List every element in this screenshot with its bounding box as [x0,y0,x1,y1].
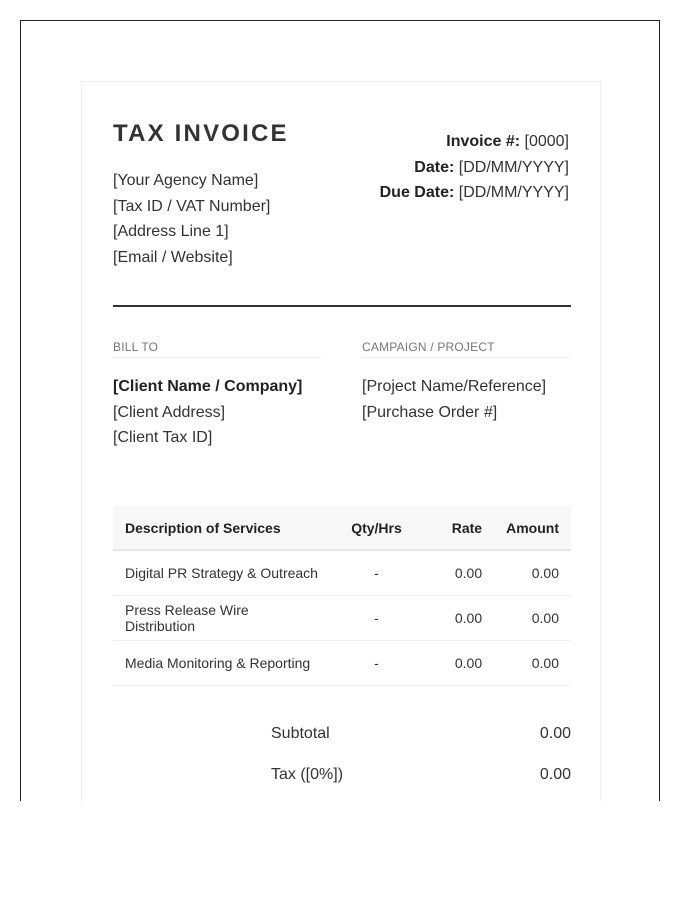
row-description: Digital PR Strategy & Outreach [113,550,331,596]
table-header-row [113,506,571,550]
header-divider [113,305,571,307]
row-rate: 0.00 [422,550,494,596]
row-qty: - [331,641,422,686]
tax-label: Tax ([0%]) [271,766,344,783]
table-row [113,641,571,686]
project-reference: [Project Name/Reference] [362,378,547,395]
invoice-document [81,81,601,801]
client-name: [Client Name / Company] [113,378,303,395]
header-qty: Qty/Hrs [331,506,422,550]
subtotal-value: 0.00 [539,725,571,742]
due-date-row [380,180,569,206]
row-amount: 0.00 [494,596,571,641]
bill-to-label: BILL TO [113,340,321,358]
bill-to-block [113,374,302,451]
tax-value: 0.00 [539,766,571,783]
purchase-order: [Purchase Order #] [362,403,498,421]
row-rate: 0.00 [422,641,494,686]
invoice-meta [380,129,569,206]
table-row [113,550,571,596]
invoice-date-row [380,155,569,181]
header-description: Description of Services [113,506,331,550]
header-rate: Rate [422,506,494,550]
client-address: [Client Address] [113,403,226,421]
agency-name: [Your Agency Name] [113,172,259,189]
row-qty: - [331,550,422,596]
campaign-label: CAMPAIGN / PROJECT [362,340,571,358]
tax-row [271,766,571,784]
subtotal-row [271,725,571,743]
agency-address: [Address Line 1] [113,223,229,240]
invoice-date-value: [DD/MM/YYYY] [458,158,569,176]
agency-details [113,168,270,270]
invoice-title: TAX INVOICE [113,120,289,147]
table-row [113,596,571,641]
row-amount: 0.00 [494,550,571,596]
due-date-value: [DD/MM/YYYY] [458,184,569,201]
subtotal-label: Subtotal [271,725,330,742]
agency-tax-id: [Tax ID / VAT Number] [113,197,271,215]
agency-contact: [Email / Website] [113,248,233,266]
campaign-block [362,374,546,425]
client-tax-id: [Client Tax ID] [113,429,213,446]
invoice-date-label: Date: [414,158,455,176]
row-description: Press Release Wire Distribution [113,596,331,641]
invoice-number-row [380,129,569,155]
row-rate: 0.00 [422,596,494,641]
row-qty: - [331,596,422,641]
invoice-number-label: Invoice #: [446,133,521,150]
header-amount: Amount [494,506,571,550]
services-table [113,506,571,686]
row-description: Media Monitoring & Reporting [113,641,331,686]
invoice-number-value: [0000] [524,133,569,150]
row-amount: 0.00 [494,641,571,686]
due-date-label: Due Date: [379,184,455,201]
